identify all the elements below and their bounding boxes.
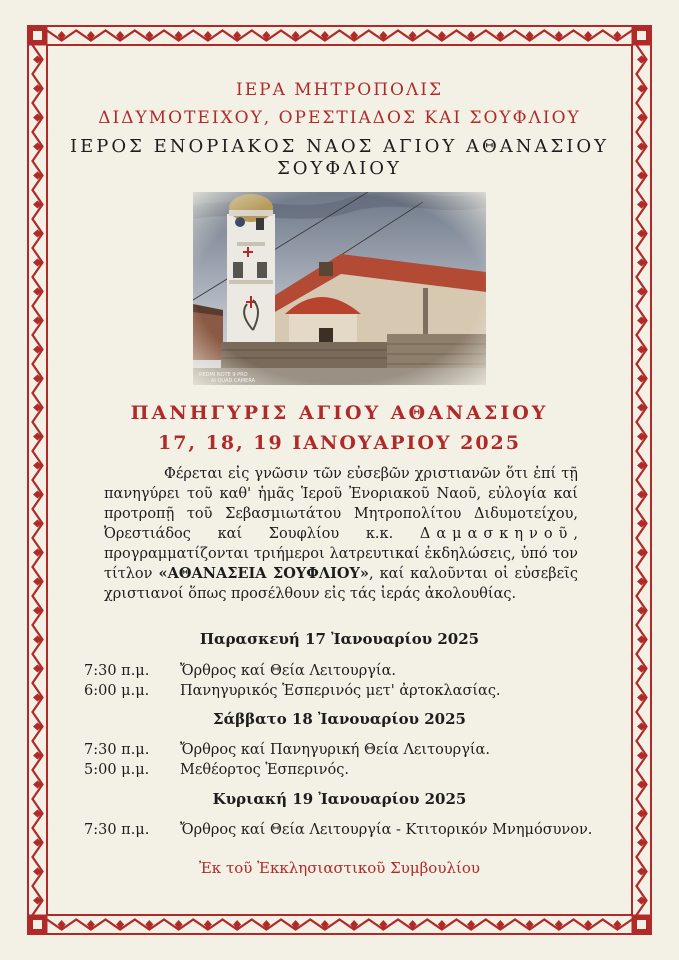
- service-time: 6:00 μ.μ.: [84, 683, 150, 699]
- service-time: 7:30 π.μ.: [84, 742, 150, 758]
- schedule-row: [84, 663, 396, 679]
- church-name: ΙΕΡΟΣ ΕΝΟΡΙΑΚΟΣ ΝΑΟΣ ΑΓΙΟΥ ΑΘΑΝΑΣΙΟΥ: [70, 136, 609, 157]
- metropolis-title: ΙΕΡΑ ΜΗΤΡΟΠΟΛΙΣ: [236, 80, 443, 100]
- service-desc: Πανηγυρικός Ἑσπερινός μετ' ἀρτοκλασίας.: [180, 683, 501, 699]
- border-ornament: [637, 31, 646, 40]
- intro-text-1: Φέρεται εἰς γνῶσιν τῶν εὐσεβῶν χριστιανῶν ὅτι ἐπί τῇ πανηγύρει τοῦ καθ' ἡμᾶς Ἱεροῦ Ἐνοριακοῦ Ναοῦ, εὐλογία καί προτροπῇ τοῦ Σεβασμιωτάτου Μητροπολίτου Διδυμοτείχου, Ὀρεστιάδος καί Σουφλίου κ.κ.: [104, 466, 578, 542]
- church-photo: [193, 192, 486, 385]
- service-desc: Ὄρθρος καί Θεία Λειτουργία - Κτιτορικόν Μνημόσυνον.: [180, 822, 593, 838]
- service-time: 7:30 π.μ.: [84, 822, 150, 838]
- schedule-row: [84, 683, 501, 699]
- signature-line: Ἐκ τοῦ Ἐκκλησιαστικοῦ Συμβουλίου: [199, 859, 480, 877]
- intro-text-3: , καί καλοῦνται οἱ εὐσεβεῖς χριστιανοί ὅπως προσέλθουν εἰς τάς ἱεράς ἀκολουθίας.: [104, 566, 578, 602]
- border-ornament: [47, 31, 632, 41]
- bishop-name: Δαμασκηνοῦ: [419, 526, 574, 542]
- service-desc: Ὄρθρος καί Πανηγυρική Θεία Λειτουργία.: [180, 742, 490, 758]
- festival-dates: 17, 18, 19 ΙΑΝΟΥΑΡΙΟΥ 2025: [157, 432, 522, 454]
- photo-watermark-2: AI QUAD CAMERA: [211, 378, 256, 384]
- service-desc: Μεθέορτος Ἑσπερινός.: [180, 762, 349, 778]
- border-ornament: [33, 31, 42, 40]
- service-time: 5:00 μ.μ.: [84, 762, 150, 778]
- day-heading-friday: Παρασκευή 17 Ἰανουαρίου 2025: [199, 630, 480, 648]
- intro-text-2: , προγραμματίζονται τριήμεροι λατρευτικαί ἐκδηλώσεις, ὑπό τον τίτλον: [104, 526, 578, 582]
- photo-watermark-1: REDMI NOTE 9 PRO: [199, 372, 248, 378]
- border-ornament: [47, 920, 632, 930]
- intro-paragraph: [104, 464, 578, 604]
- church-town: ΣΟΥΦΛΙΟΥ: [277, 158, 402, 179]
- day-heading-sunday: Κυριακή 19 Ἰανουαρίου 2025: [212, 790, 467, 808]
- schedule-row: [84, 742, 490, 758]
- metropolis-region: ΔΙΔΥΜΟΤΕΙΧΟΥ, ΟΡΕΣΤΙΑΔΟΣ ΚΑΙ ΣΟΥΦΛΙΟΥ: [98, 108, 581, 128]
- service-time: 7:30 π.μ.: [84, 663, 150, 679]
- border-ornament: [637, 920, 646, 929]
- schedule-row: [84, 762, 349, 778]
- day-heading-saturday: Σάββατο 18 Ἰανουαρίου 2025: [213, 710, 466, 728]
- festival-name: «ΑΘΑΝΑΣΕΙΑ ΣΟΥΦΛΙΟΥ»: [158, 565, 369, 582]
- service-desc: Ὄρθρος καί Θεία Λειτουργία.: [180, 663, 396, 679]
- schedule-row: [84, 822, 592, 838]
- border-ornament: [33, 920, 42, 929]
- festival-title: ΠΑΝΗΓΥΡΙΣ ΑΓΙΟΥ ΑΘΑΝΑΣΙΟΥ: [130, 402, 549, 424]
